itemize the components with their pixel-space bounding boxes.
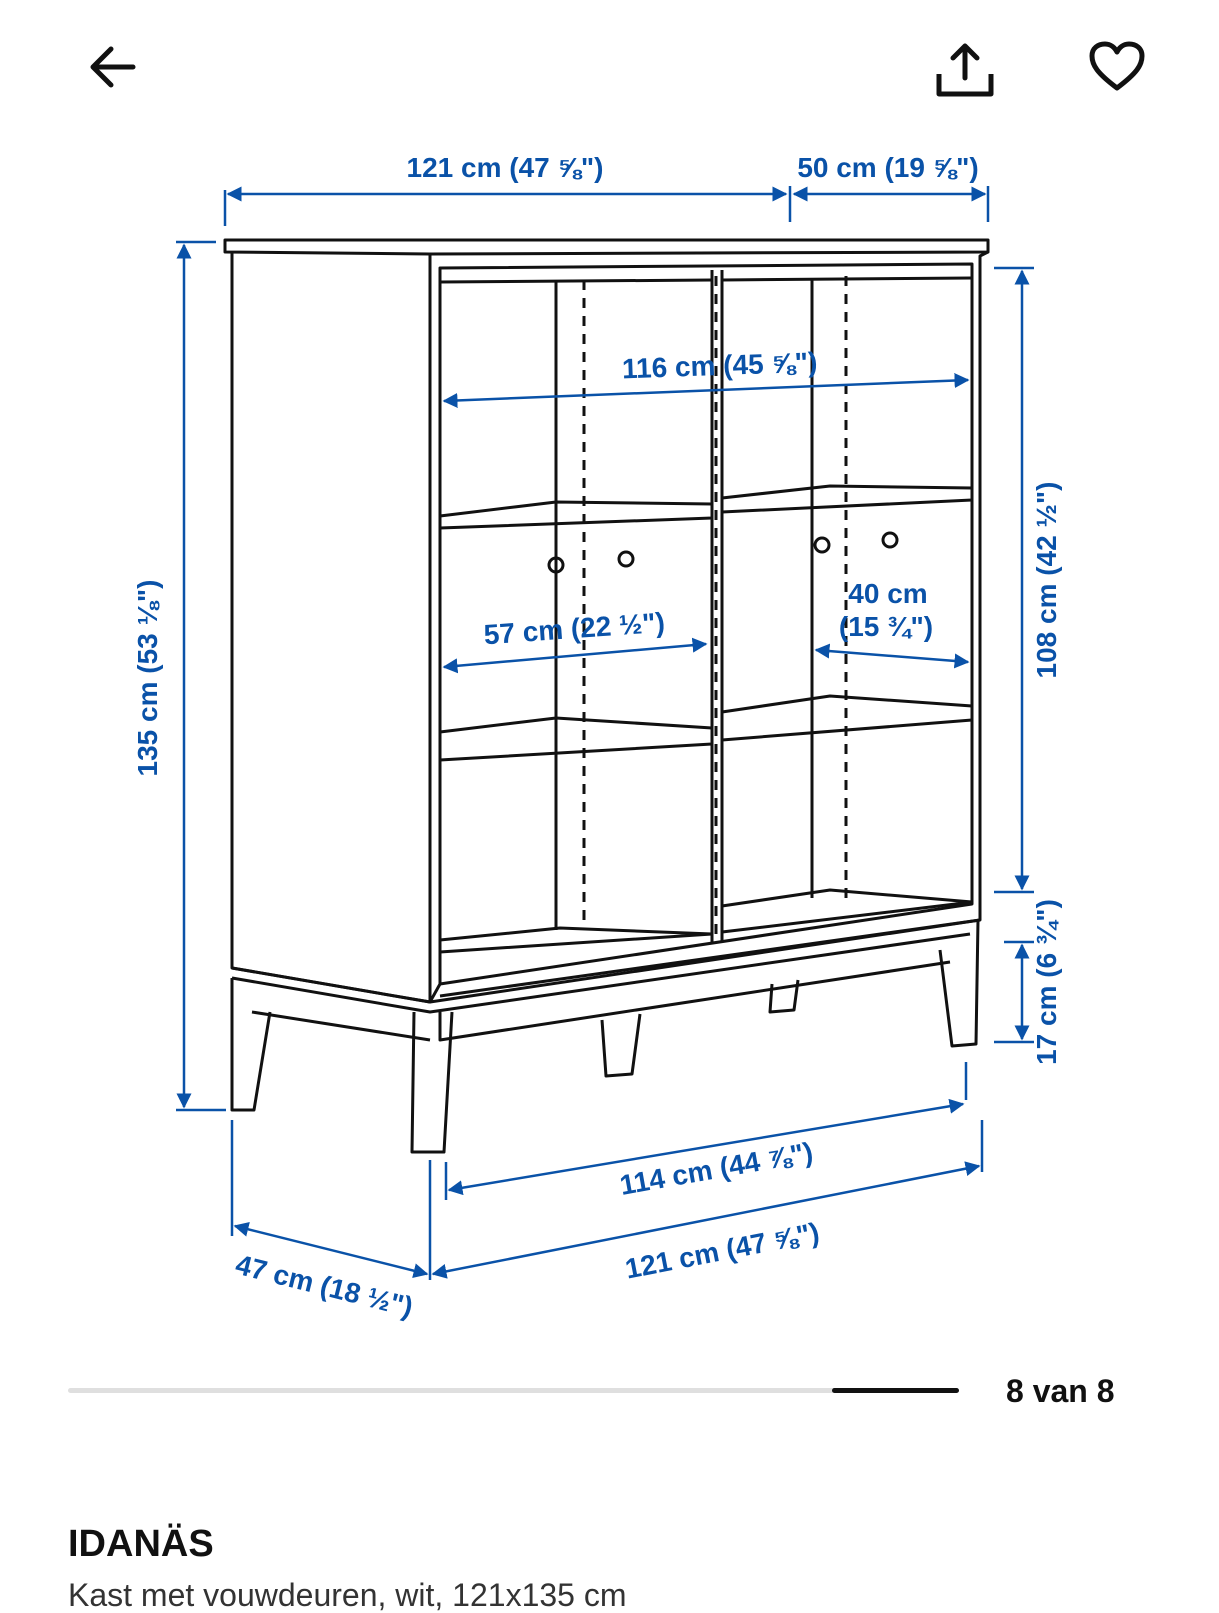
dimension-lines <box>176 186 1034 1280</box>
dimension-drawing <box>0 130 1219 1330</box>
back-button[interactable] <box>80 35 144 99</box>
dim-inner-width: 116 cm (45 ⅝") <box>621 346 818 385</box>
dim-compartment-width: 57 cm (22 ½") <box>482 606 666 651</box>
dim-bottom-width: 121 cm (47 ⅝") <box>622 1216 822 1285</box>
dim-cabinet-height: 108 cm (42 ½") <box>1031 481 1062 679</box>
dim-bottom-depth: 47 cm (18 ½") <box>232 1248 417 1323</box>
cabinet-outline <box>225 240 988 1152</box>
product-description: Kast met vouwdeuren, wit, 121x135 cm <box>68 1577 627 1613</box>
product-title: IDANÄS <box>68 1523 214 1565</box>
heart-icon <box>1089 41 1145 93</box>
gallery-counter: 8 van 8 <box>1006 1373 1115 1409</box>
gallery-progress-track <box>68 1388 959 1393</box>
dim-compartment-depth-2: (15 ¾") <box>838 611 934 642</box>
dim-total-height: 135 cm (53 ⅛") <box>132 579 163 777</box>
dim-leg-span: 114 cm (44 ⅞") <box>617 1136 816 1201</box>
share-button[interactable] <box>930 35 1000 105</box>
dim-top-width: 121 cm (47 ⅝") <box>406 152 604 183</box>
share-icon <box>933 38 997 102</box>
dim-leg-height: 17 cm (6 ¾") <box>1031 899 1062 1065</box>
dim-top-depth: 50 cm (19 ⅝") <box>797 152 979 183</box>
arrow-left-icon <box>85 40 139 94</box>
top-bar <box>0 0 1219 130</box>
dim-compartment-depth-1: 40 cm <box>848 578 928 609</box>
gallery-progress-fill <box>832 1388 959 1393</box>
favorite-button[interactable] <box>1085 35 1149 99</box>
